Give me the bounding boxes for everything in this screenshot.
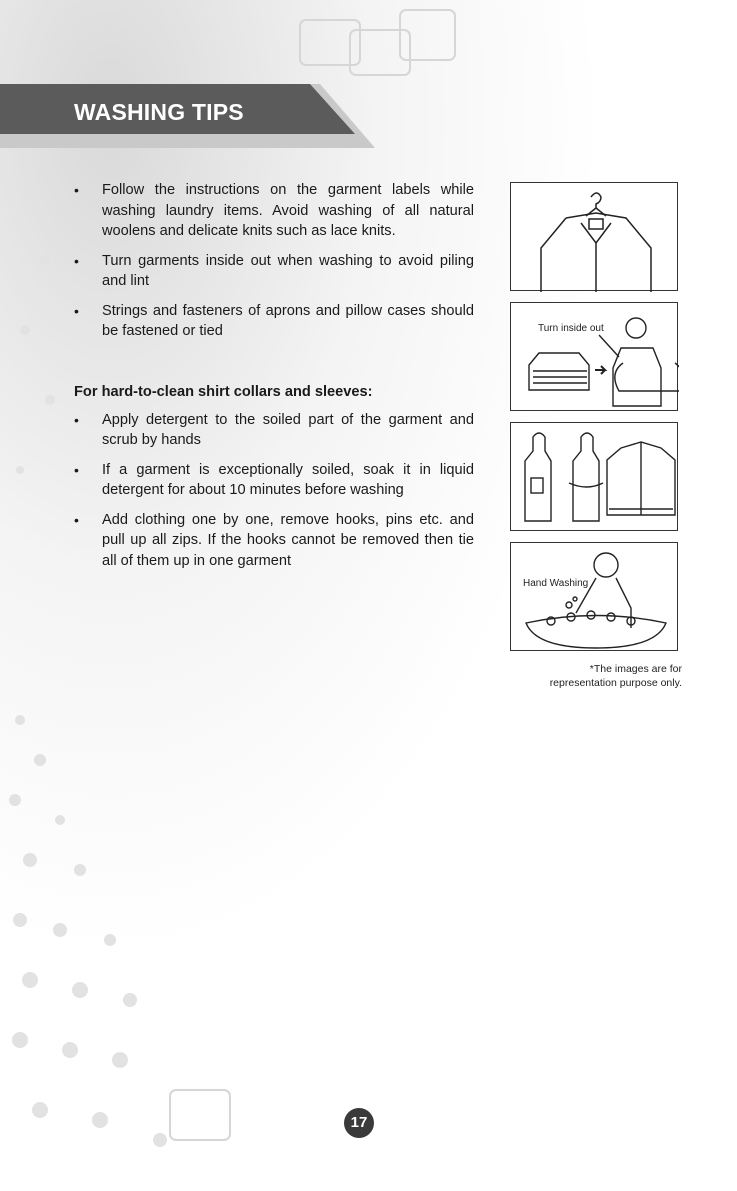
tips-content bbox=[74, 180, 474, 580]
image-disclaimer bbox=[510, 662, 682, 690]
sweater-inside-out-icon bbox=[511, 303, 679, 412]
list-item: • Turn garments inside out when washing to avoid piling and lint bbox=[74, 251, 474, 292]
disclaimer-line: representation purpose only. bbox=[549, 677, 682, 689]
page-number: 17 bbox=[344, 1108, 374, 1138]
jacket-on-hanger-icon bbox=[511, 183, 679, 292]
aprons-jacket-illustration bbox=[510, 422, 678, 531]
list-item: • Apply detergent to the soiled part of the garment and scrub by hands bbox=[74, 410, 474, 451]
general-tips-list bbox=[74, 180, 474, 342]
illustrations-column bbox=[510, 182, 680, 690]
hand-washing-illustration bbox=[510, 542, 678, 651]
disclaimer-line: *The images are for bbox=[589, 663, 682, 675]
turn-inside-out-label: Turn inside out bbox=[538, 323, 604, 334]
turn-inside-out-illustration bbox=[510, 302, 678, 411]
section-heading: For hard-to-clean shirt collars and sleeves: bbox=[74, 383, 373, 400]
page-title: WASHING TIPS bbox=[74, 99, 244, 125]
list-item: • Strings and fasteners of aprons and pillow cases should be fastened or tied bbox=[74, 301, 474, 342]
list-item: • Follow the instructions on the garment labels while washing laundry items. Avoid washing of all natural woolens and delicate knits such as lace knits. bbox=[74, 180, 474, 242]
hand-washing-icon bbox=[511, 543, 679, 652]
collar-tips-list bbox=[74, 410, 474, 572]
list-item: • Add clothing one by one, remove hooks, pins etc. and pull up all zips. If the hooks cannot be removed then tie all of them up in one garment bbox=[74, 510, 474, 572]
apron-and-jacket-icon bbox=[511, 423, 679, 532]
garment-label-illustration bbox=[510, 182, 678, 291]
list-item: • If a garment is exceptionally soiled, soak it in liquid detergent for about 10 minutes before washing bbox=[74, 460, 474, 501]
hand-washing-label: Hand Washing bbox=[523, 578, 589, 589]
